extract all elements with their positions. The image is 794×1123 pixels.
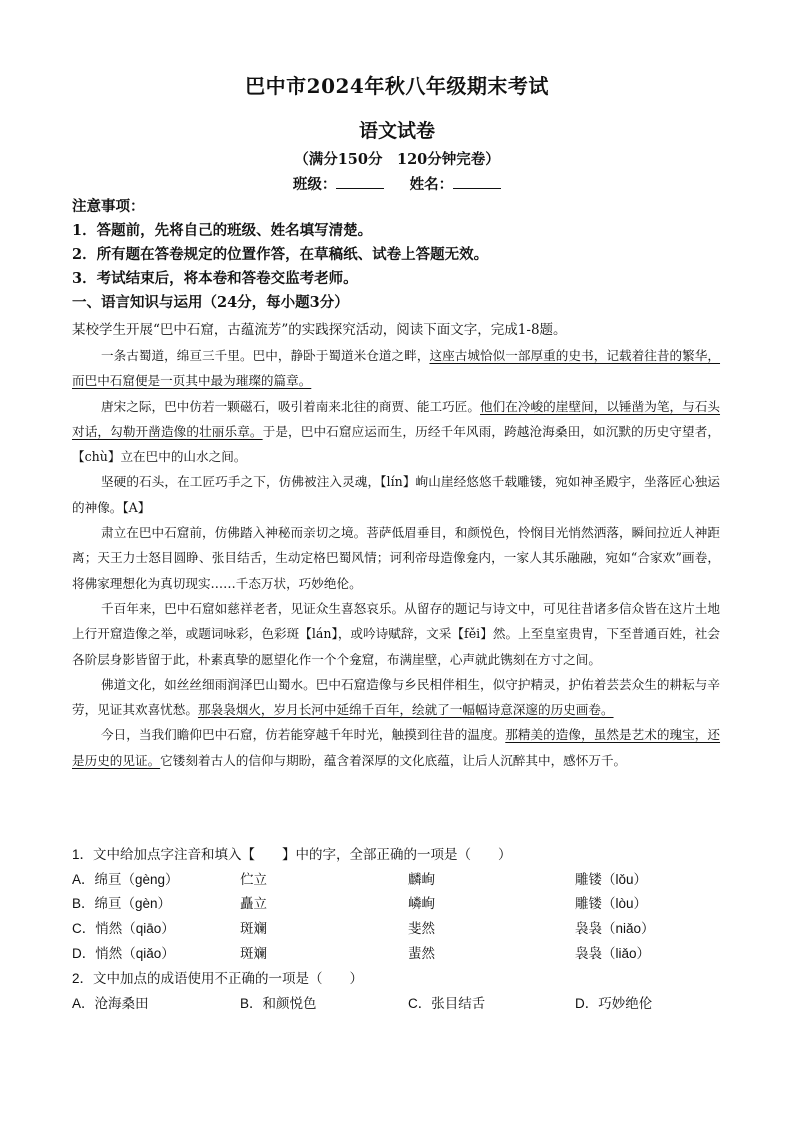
notes-heading: 注意事项： — [72, 198, 145, 215]
option-c[interactable]: C．张目结舌 — [408, 995, 486, 1011]
passage-paragraph: 一条古蜀道，绵亘三千里。巴中，静卧于蜀道米仓道之畔，这座古城恰似一部厚重的史书，记载着往昔的繁华，而巴中石窟便是一页其中最为璀璨的篇章。 — [72, 348, 721, 389]
option-row-d[interactable]: D．悄然（qiǎo） 斑斓 蜚然 袅袅（liǎo） — [72, 945, 651, 961]
passage-paragraph: 坚硬的石头，在工匠巧手之下，仿佛被注入灵魂，【lín】峋山崖经悠悠千载雕镂，宛如神圣殿宇，坐落匠心独运的神像。【A】 — [72, 474, 720, 515]
note-item: 1．答题前，先将自己的班级、姓名填写清楚。 — [72, 222, 373, 239]
name-label: 姓名： — [409, 176, 454, 193]
exam-subtitle: 语文试卷 — [358, 120, 435, 142]
notes-section — [72, 195, 722, 315]
option-row — [72, 992, 722, 1017]
underlined-sentence: 他们在冷峻的崖壁间，以锤凿为笔，与石头对话，勾勒开凿造像的壮丽乐章。 — [72, 398, 721, 439]
name-blank[interactable] — [453, 174, 501, 189]
reading-passage — [72, 343, 720, 773]
class-blank[interactable] — [336, 174, 384, 189]
section1-heading: 一、语言知识与运用（24分，每小题3分） — [72, 294, 349, 311]
option-a[interactable]: A．沧海桑田 — [72, 995, 149, 1011]
option-d[interactable]: D．巧妙绝伦 — [575, 995, 653, 1011]
passage-paragraph: 千百年来，巴中石窟如慈祥老者，见证众生喜怒哀乐。从留存的题记与诗文中，可见往昔诸多信众皆在这片土地上行开窟造像之举，或题词咏彩，色彩斑【lán】，或吟诗赋辞，文采【fěi】然。上至皇室贵胄，下至普通百姓，社会各阶层身影皆留于此，朴素真挚的愿望化作一个个龛窟，布满崖壁，心声就此镌刻在方寸之间。 — [72, 600, 720, 667]
exam-info: （满分150分 120分钟完卷） — [294, 151, 500, 168]
question-2 — [72, 967, 722, 1016]
exam-title: 巴中市2024年秋八年级期末考试 — [245, 74, 549, 98]
passage-paragraph: 今日，当我们瞻仰巴中石窟，仿若能穿越千年时光，触摸到往昔的温度。那精美的造像，虽然是艺术的瑰宝，还是历史的见证。它镂刻着古人的信仰与期盼，蕴含着深厚的文化底蕴，让后人沉醉其中，感怀万千。 — [72, 727, 721, 768]
passage-paragraph: 唐宋之际，巴中仿若一颗磁石，吸引着南来北往的商贾、能工巧匠。他们在冷峻的崖壁间，以锤凿为笔，与石头对话，勾勒开凿造像的壮丽乐章。于是，巴中石窟应运而生，历经千年风雨，跨越沧海桑田，如沉默的历史守望者，【chù】立在巴中的山水之间。 — [72, 398, 721, 465]
underlined-sentence: 这座古城恰似一部厚重的史书，记载着往昔的繁华，而巴中石窟便是一页其中最为璀璨的篇章。 — [72, 348, 721, 389]
option-b[interactable]: B．和颜悦色 — [240, 995, 317, 1011]
option-row-a[interactable]: A．绵亘（gèng） 伫立 麟峋 雕镂（lǒu） — [72, 871, 648, 887]
option-row-b[interactable]: B．绵亘（gèn） 矗立 嶙峋 雕镂（lòu） — [72, 896, 648, 912]
note-item: 2．所有题在答卷规定的位置作答，在草稿纸、试卷上答题无效。 — [72, 246, 489, 263]
note-item: 3．考试结束后，将本卷和答卷交监考老师。 — [72, 270, 358, 287]
class-label: 班级： — [292, 176, 337, 193]
question-stem: 1．文中给加点字注音和填入【 】中的字，全部正确的一项是（ ） — [72, 847, 512, 862]
section1-intro: 某校学生开展“巴中石窟，古蕴流芳”的实践探究活动，阅读下面文字，完成1-8题。 — [72, 322, 567, 338]
question-stem: 2．文中加点的成语使用不正确的一项是（ ） — [72, 971, 364, 986]
question-1 — [72, 843, 722, 966]
passage-paragraph: 佛道文化，如丝丝细雨润泽巴山蜀水。巴中石窟造像与乡民相伴相生，似守护精灵，护佑着芸芸众生的耕耘与辛劳，见证其欢喜忧愁。那袅袅烟火，岁月长河中延绵千百年，绘就了一幅幅诗意深邃的历史画卷。 — [72, 676, 720, 718]
passage-paragraph: 肃立在巴中石窟前，仿佛踏入神秘而亲切之境。菩萨低眉垂目，和颜悦色，怜悯目光悄然洒落，瞬间拉近人神距离；天王力士怒目圆睁、张目结舌，生动定格巴蜀风情；诃利帝母造像龛内，一家人其乐融融，宛如“合家欢”画卷，将佛家理想化为真切现实……千态万状，巧妙绝伦。 — [72, 525, 720, 591]
student-info-line — [0, 173, 794, 194]
underlined-sentence: 那精美的造像，虽然是艺术的瑰宝，还是历史的见证。 — [72, 727, 721, 768]
option-row-c[interactable]: C．悄然（qiāo） 斑斓 斐然 袅袅（niǎo） — [72, 921, 655, 937]
underlined-sentence: 那袅袅烟火，岁月长河中延绵千百年，绘就了一幅幅诗意深邃的历史画卷。 — [197, 702, 614, 718]
